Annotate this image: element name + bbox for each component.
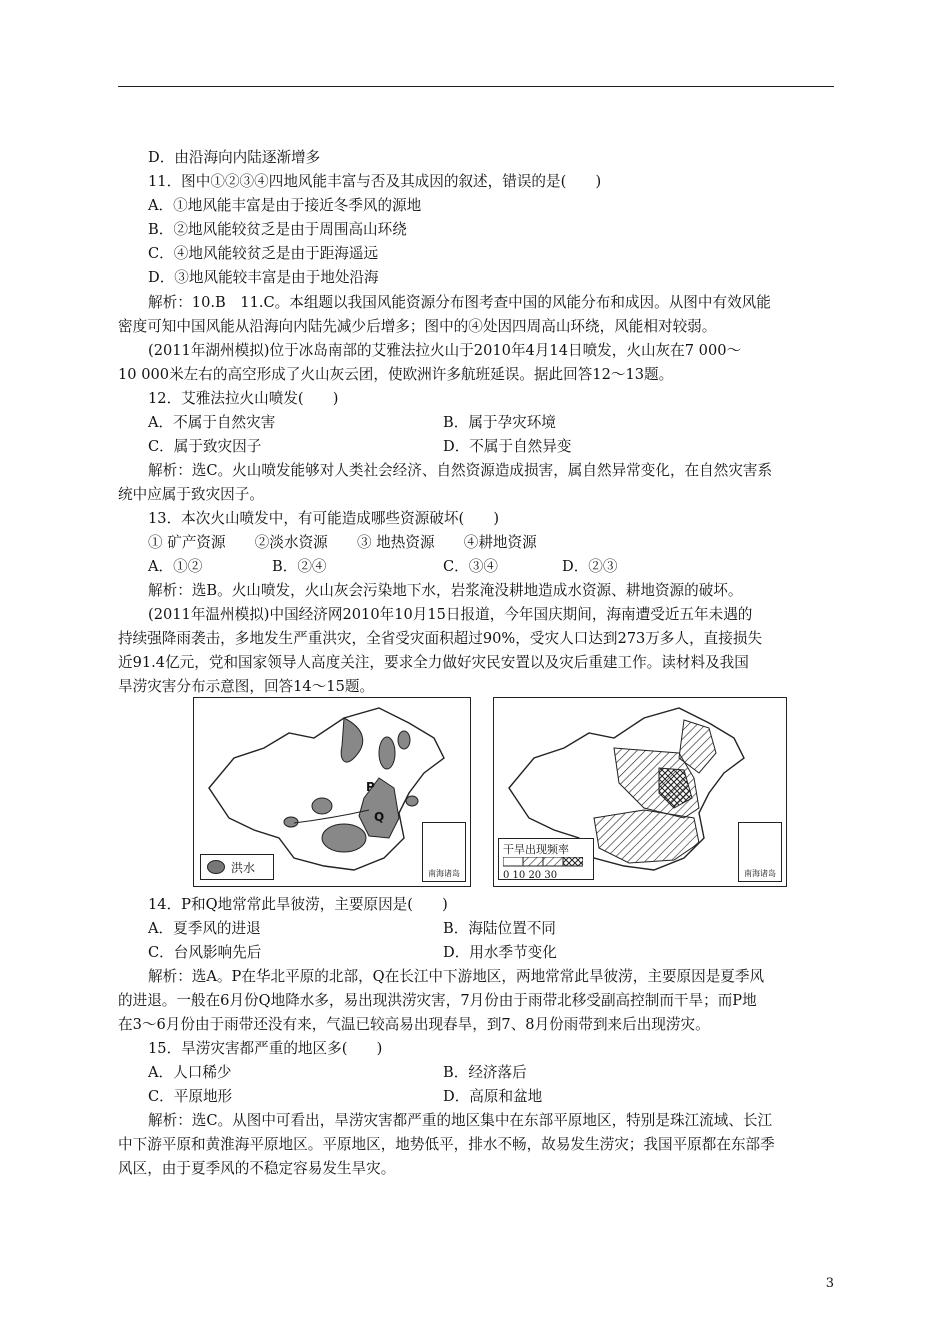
answer-15-line1: 解析：选C。从图中可看出，旱涝灾害都严重的地区集中在东部平原地区，特别是珠江流域、长江 xyxy=(148,1112,773,1129)
q13-option-b: B．②④ xyxy=(272,558,327,575)
q10-option-d: D．由沿海向内陆逐渐增多 xyxy=(148,149,321,166)
answer-12-line2: 统中应属于致灾因子。 xyxy=(118,486,264,503)
answer-12-line1: 解析：选C。火山喷发能够对人类社会经济、自然资源造成损害，属自然异常变化，在自然灾害系 xyxy=(148,462,773,479)
south-china-sea-inset-2 xyxy=(738,822,782,882)
q12-option-c: C．属于致灾因子 xyxy=(148,438,262,455)
context-14-line2: 持续强降雨袭击，多地发生严重洪灾，全省受灾面积超过90%，受灾人口达到273万多人，直接损失 xyxy=(118,630,763,647)
point-p-label: P xyxy=(366,780,375,794)
context-12-line1: (2011年湖州模拟)位于冰岛南部的艾雅法拉火山于2010年4月14日喷发，火山灰在7 000～ xyxy=(148,342,742,359)
drought-legend-title: 干旱出现频率 xyxy=(503,843,569,856)
q11-option-c: C．④地风能较贫乏是由于距海遥远 xyxy=(148,245,379,262)
answer-10-11-line2: 密度可知中国风能从沿海向内陆先减少后增多；图中的④处因四周高山环绕，风能相对较弱。 xyxy=(118,318,717,335)
q15-option-d: D．高原和盆地 xyxy=(443,1088,543,1105)
question-14: 14．P和Q地常常此旱彼涝，主要原因是( ) xyxy=(148,896,448,913)
answer-15-line2: 中下游平原和黄淮海平原地区。平原地区，地势低平，排水不畅，故易发生涝灾；我国平原都在东部季 xyxy=(118,1136,775,1153)
drought-legend-scale-bar xyxy=(503,857,583,867)
q13-option-c: C．③④ xyxy=(443,558,498,575)
q11-option-b: B．②地风能较贫乏是由于周围高山环绕 xyxy=(148,221,407,238)
answer-14-line3: 在3～6月份由于雨带还没有来，气温已较高易出现春旱，到7、8月份雨带到来后出现涝灾。 xyxy=(118,1016,710,1033)
answer-15-line3: 风区，由于夏季风的不稳定容易发生旱灾。 xyxy=(118,1160,396,1177)
q12-option-b: B．属于孕灾环境 xyxy=(443,414,556,431)
context-14-line1: (2011年温州模拟)中国经济网2010年10月15日报道，今年国庆期间，海南遭受近五年未遇的 xyxy=(148,606,753,623)
q11-option-d: D．③地风能较丰富是由于地处沿海 xyxy=(148,269,379,286)
flood-map xyxy=(193,697,471,887)
q13-items: ① 矿产资源 ②淡水资源 ③ 地热资源 ④耕地资源 xyxy=(148,534,537,551)
q12-option-d: D．不属于自然异变 xyxy=(443,438,572,455)
q15-option-c: C．平原地形 xyxy=(148,1088,233,1105)
q14-option-b: B．海陆位置不同 xyxy=(443,920,556,937)
question-11: 11．图中①②③④四地风能丰富与否及其成因的叙述，错误的是( ) xyxy=(148,173,602,190)
question-15: 15．旱涝灾害都严重的地区多( ) xyxy=(148,1040,383,1057)
q15-option-b: B．经济落后 xyxy=(443,1064,527,1081)
drought-legend xyxy=(498,838,594,880)
q14-option-d: D．用水季节变化 xyxy=(443,944,557,961)
context-12-line2: 10 000米左右的高空形成了火山灰云团，使欧洲许多航班延误。据此回答12～13题。 xyxy=(118,366,674,383)
q14-option-c: C．台风影响先后 xyxy=(148,944,262,961)
q15-option-a: A．人口稀少 xyxy=(148,1064,232,1081)
flood-legend-label: 洪水 xyxy=(231,860,256,875)
drought-legend-scale: 0 10 20 30 xyxy=(503,870,558,881)
question-13: 13．本次火山喷发中，有可能造成哪些资源破坏( ) xyxy=(148,510,500,527)
answer-10-11-line1: 解析：10.B 11.C。本组题以我国风能资源分布图考查中国的风能分布和成因。从图中有效风能 xyxy=(148,294,771,311)
inset-label: 南海诸岛 xyxy=(428,869,460,878)
flood-legend xyxy=(200,854,274,880)
q11-option-a: A．①地风能丰富是由于接近冬季风的源地 xyxy=(148,197,422,214)
answer-13: 解析：选B。火山喷发，火山灰会污染地下水，岩浆淹没耕地造成水资源、耕地资源的破坏。 xyxy=(148,582,743,599)
answer-14-line1: 解析：选A。P在华北平原的北部，Q在长江中下游地区，两地常常此旱彼涝，主要原因是夏季风 xyxy=(148,968,765,985)
south-china-sea-inset xyxy=(422,822,466,882)
context-14-line4: 旱涝灾害分布示意图，回答14～15题。 xyxy=(118,678,375,695)
q12-option-a: A．不属于自然灾害 xyxy=(148,414,276,431)
flood-swatch-icon xyxy=(207,860,225,874)
q14-option-a: A．夏季风的进退 xyxy=(148,920,261,937)
q13-option-d: D．②③ xyxy=(562,558,618,575)
drought-map xyxy=(493,697,787,887)
answer-14-line2: 的进退。一般在6月份Q地降水多，易出现洪涝灾害，7月份由于雨带北移受副高控制而干旱；而P地 xyxy=(118,992,757,1009)
page-number: 3 xyxy=(825,1276,834,1291)
point-q-label: Q xyxy=(374,810,385,824)
context-14-line3: 近91.4亿元，党和国家领导人高度关注，要求全力做好灾民安置以及灾后重建工作。读材料及我国 xyxy=(118,654,749,671)
question-12: 12．艾雅法拉火山喷发( ) xyxy=(148,390,339,407)
q13-option-a: A．①② xyxy=(148,558,203,575)
inset-label-2: 南海诸岛 xyxy=(744,869,776,878)
header-rule xyxy=(118,86,834,87)
